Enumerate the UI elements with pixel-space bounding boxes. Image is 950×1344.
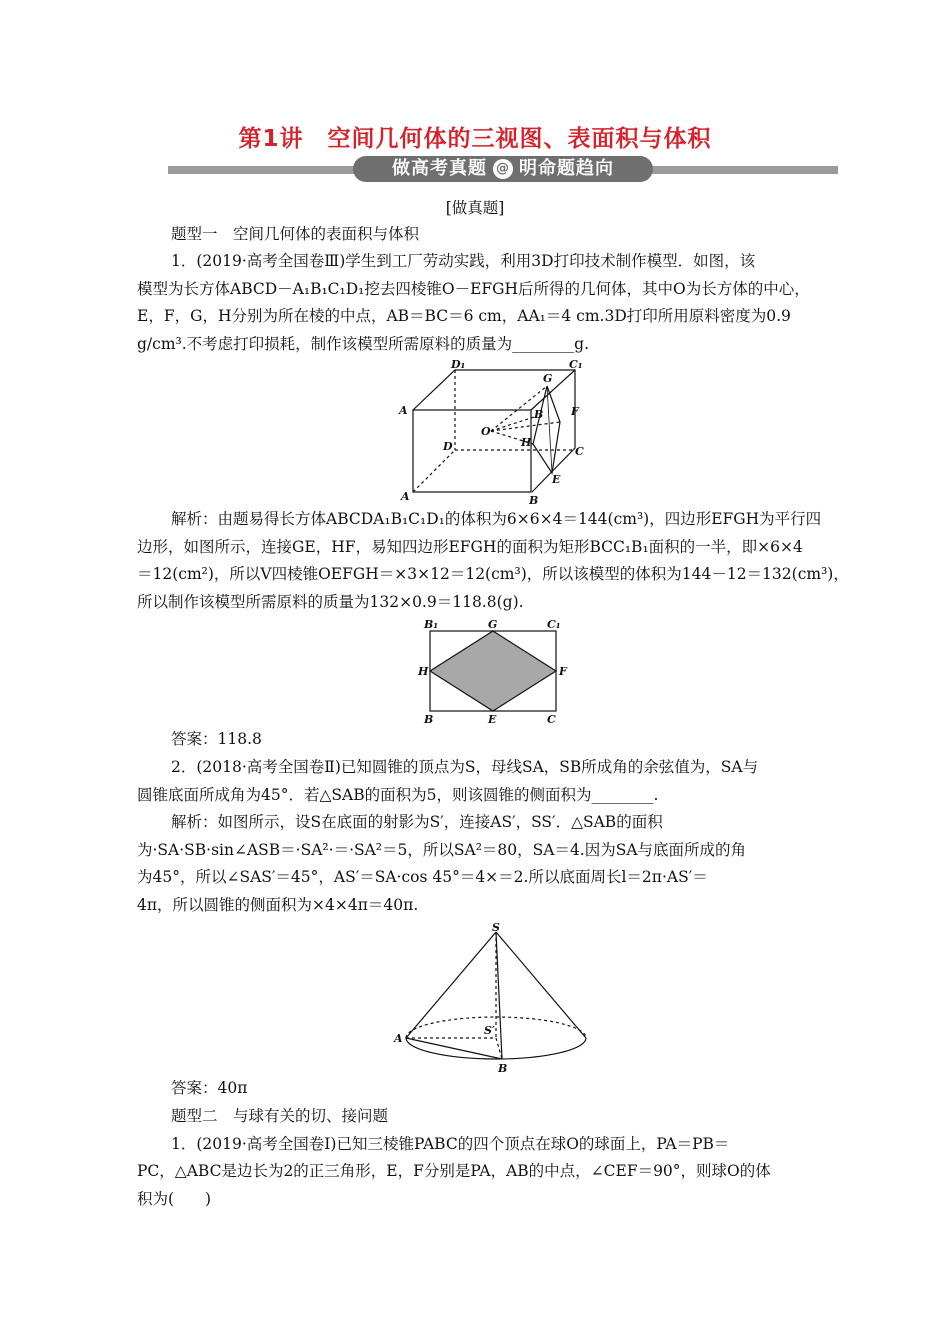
question-line: PC，△ABC是边长为2的正三角形，E，F分别是PA，AB的中点，∠CEF＝90°，则球O的体 [137,1162,771,1180]
banner-right-text: 明命题趋向 [519,158,614,179]
page-title: 第1讲 空间几何体的三视图、表面积与体积 [238,126,712,152]
question-line: 积为( ) [137,1190,212,1208]
figure-cone [392,922,600,1076]
question-line: E，F，G，H分别为所在棱的中点，AB＝BC＝6 cm，AA₁＝4 cm.3D打印所用原料密度为0.9 [137,307,791,325]
figure-box-pyramid [395,358,595,506]
question-line: 1．(2019·高考全国卷Ⅲ)学生到工厂劳动实践，利用3D打印技术制作模型．如图，该 [171,252,756,270]
fig3-label: S [492,922,500,934]
fig1-label: O [481,425,491,438]
solution-line: 为·SA·SB·sin∠ASB＝·SA²·＝·SA²＝5，所以SA²＝80，SA＝4.因为SA与底面所成的角 [137,841,747,859]
figure-rectangle-rhombus [416,616,576,726]
banner-pill [353,156,653,182]
fig1-label: H [521,436,532,449]
topic-heading-1: 题型一 空间几何体的表面积与体积 [171,225,420,243]
fig1-label: E [552,473,561,486]
solution-line: 所以制作该模型所需原料的质量为132×0.9＝118.8(g). [137,593,524,611]
fig1-label: A [399,404,408,417]
fig2-label: E [488,713,497,726]
question-line: 圆锥底面所成角为45°．若△SAB的面积为5，则该圆锥的侧面积为________. [137,786,659,804]
fig2-label: G [488,618,498,631]
solution-line: 解析：如图所示，设S在底面的射影为S′，连接AS′，SS′．△SAB的面积 [171,813,663,831]
fig2-label: C₁ [547,618,561,631]
fig3-label: S′ [484,1024,495,1037]
section-heading: [做真题] [445,199,505,217]
question-line: g/cm³.不考虑打印损耗，制作该模型所需原料的质量为________g. [137,335,590,353]
fig1-label: C₁ [569,358,583,371]
fig3-label: A [394,1032,403,1045]
banner-bar-right [638,166,838,174]
fig2-label: F [559,665,567,678]
answer-line: 答案：118.8 [171,730,262,748]
fig1-label: D [443,440,453,453]
banner-left-text: 做高考真题 [392,158,487,179]
banner-mid-icon: @ [493,159,513,179]
topic-heading-2: 题型二 与球有关的切、接问题 [171,1107,389,1125]
solution-line: ＝12(cm²)，所以V四棱锥OEFGH＝×3×12＝12(cm³)，所以该模型的体积为144－12＝132(cm³)， [137,565,849,583]
solution-line: 解析：由题易得长方体ABCDA₁B₁C₁D₁的体积为6×6×4＝144(cm³)，四边形EFGH为平行四 [171,510,822,528]
fig1-label: B [534,408,544,421]
section-banner [168,156,838,182]
fig2-label: C [547,713,556,726]
solution-line: 边形，如图所示，连接GE，HF，易知四边形EFGH的面积为矩形BCC₁B₁面积的一半，即×6×4 [137,538,803,556]
question-line: 模型为长方体ABCD－A₁B₁C₁D₁挖去四棱锥O－EFGH后所得的几何体，其中O为长方体的中心， [137,280,810,298]
fig2-label: H [418,665,429,678]
fig1-label: C [575,445,584,458]
fig1-label: D₁ [451,358,466,371]
fig1-label: A [401,490,410,503]
fig1-label: G [543,372,553,385]
question-line: 2．(2018·高考全国卷Ⅱ)已知圆锥的顶点为S，母线SA，SB所成角的余弦值为，SA与 [171,758,759,776]
fig1-label: F [571,405,579,418]
solution-line: 为45°，所以∠SAS′＝45°，AS′＝SA·cos 45°＝4×＝2.所以底面周长l＝2π·AS′＝ [137,868,708,886]
answer-line: 答案：40π [171,1079,248,1097]
solution-line: 4π，所以圆锥的侧面积为×4×4π＝40π. [137,896,419,914]
fig2-label: B₁ [424,618,439,631]
fig3-label: B [498,1062,508,1075]
fig1-label: B [529,494,539,506]
fig2-label: B [424,713,434,726]
banner-bar-left [168,166,368,174]
question-line: 1．(2019·高考全国卷Ⅰ)已知三棱锥PABC的四个顶点在球O的球面上，PA＝PB＝ [171,1135,730,1153]
